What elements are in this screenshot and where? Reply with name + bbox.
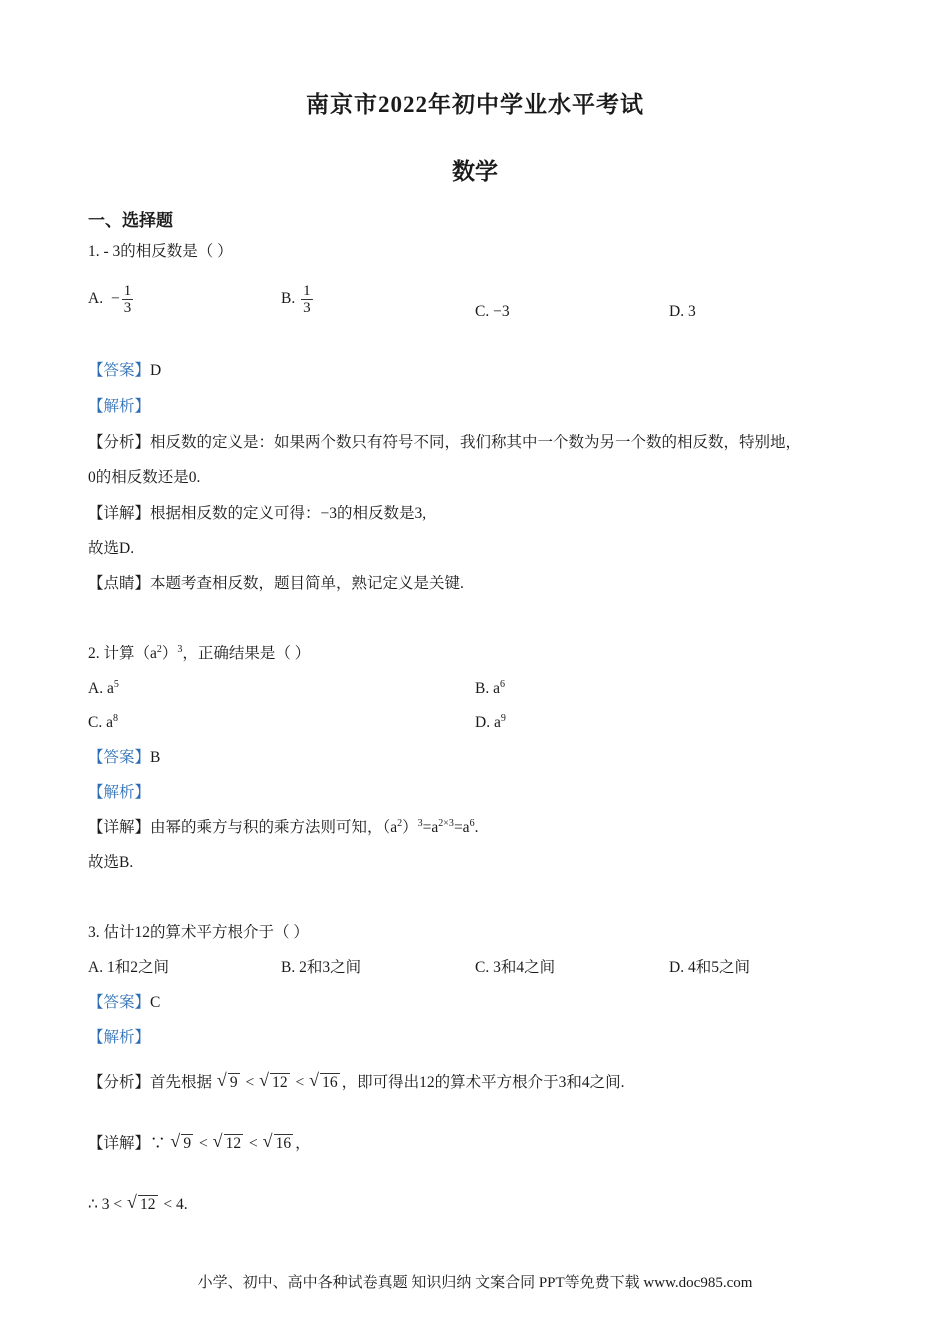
option-a-fraction: $\frac{1}{3}$ xyxy=(123,283,132,316)
q1-fenxi xyxy=(88,433,801,453)
footer-text: 小学、初中、高中各种试卷真题 知识归纳 文案合同 PPT等免费下载 www.doc985.com xyxy=(197,1275,753,1291)
sqrt-12: √ 12 xyxy=(128,1195,158,1215)
q3-analysis-tag: 【解析】 xyxy=(88,1029,151,1046)
answer-value: B xyxy=(150,749,161,766)
q3-detail: 【详解】∵ √ 9 < √ 12 < √ 16 ， xyxy=(88,1134,311,1154)
answer-value: C xyxy=(150,994,161,1011)
q2-choose: 故选B. xyxy=(88,854,134,871)
answer-tag: 【答案】 xyxy=(88,994,151,1011)
page-title: 南京市2022年初中学业水平考试 xyxy=(306,92,644,117)
q3-option-c: C. 3和4之间 xyxy=(475,959,556,976)
option-b-fraction: $\frac{1}{3}$ xyxy=(303,283,311,316)
q3-stem: 3. 估计12的算术平方根介于（ ） xyxy=(88,924,309,941)
q3-fenxi: 【分析】首先根据 √ 9 < √ 12 < √ 16 ，即可得出12的算术平方根介于3和4之间. xyxy=(88,1073,625,1093)
sqrt-12: √ 12 xyxy=(214,1134,244,1154)
q1-choose: 故选D. xyxy=(88,540,135,557)
subject-title: 数学 xyxy=(452,159,498,184)
q1-fenxi-line2: 0的相反数还是0. xyxy=(88,469,201,486)
q2-detail: 【详解】由幂的乘方与积的乘方法则可知，$(a^2)^3=a^{2\times 3}=a^6$. xyxy=(88,817,479,836)
fenxi-text: 相反数的定义是：如果两个数只有符号不同，我们称其中一个数为另一个数的相反数，特别地， xyxy=(150,434,802,451)
sqrt-16: √ 16 xyxy=(264,1134,294,1154)
q3-answer xyxy=(88,993,160,1013)
q2-stem: 2. 计算$(a^2)^3$，正确结果是（ ） xyxy=(88,643,311,662)
sqrt-12: √ 12 xyxy=(260,1073,290,1093)
q3-option-b: B. 2和3之间 xyxy=(281,959,362,976)
fenxi-tag: 【分析】 xyxy=(88,1074,151,1091)
q1-answer xyxy=(88,361,161,381)
q3-option-d: D. 4和5之间 xyxy=(669,959,750,976)
sqrt-16: √ 16 xyxy=(310,1073,340,1093)
q1-dianjing xyxy=(88,574,464,594)
dianjing-text: 本题考查相反数，题目简单，熟记定义是关键. xyxy=(150,575,464,592)
q2-option-a: A. $a^5$ xyxy=(88,678,119,697)
detail-tag: 【详解】 xyxy=(88,819,151,836)
q1-stem: 1. - 3的相反数是（ ） xyxy=(88,243,233,260)
detail-text: 根据相反数的定义可得：−3的相反数是3, xyxy=(150,505,427,522)
therefore-symbol: ∴ xyxy=(88,1196,98,1213)
q3-option-a: A. 1和2之间 xyxy=(88,959,169,976)
answer-value: D xyxy=(150,362,162,379)
option-b-label: B. xyxy=(281,290,296,308)
q1-option-a xyxy=(88,283,133,316)
q1-option-c: C. −3 xyxy=(475,303,510,320)
detail-tag: 【详解】 xyxy=(88,505,151,522)
q2-option-b: B. $a^6$ xyxy=(475,678,505,697)
answer-tag: 【答案】 xyxy=(88,362,151,379)
dianjing-tag: 【点睛】 xyxy=(88,575,151,592)
q1-option-b xyxy=(281,283,313,316)
option-a-sign: − xyxy=(110,290,120,308)
q3-conclusion: ∴ 3 < √ 12 < 4. xyxy=(88,1195,188,1215)
sqrt-9: √ 9 xyxy=(218,1073,240,1093)
q2-analysis-tag: 【解析】 xyxy=(88,784,151,801)
q1-option-d: D. 3 xyxy=(669,303,696,320)
fenxi-tag: 【分析】 xyxy=(88,434,151,451)
sqrt-9: √ 9 xyxy=(171,1134,193,1154)
q1-analysis-tag: 【解析】 xyxy=(88,398,151,415)
q1-detail xyxy=(88,504,426,524)
because-symbol: ∵ xyxy=(150,1135,166,1152)
q2-answer xyxy=(88,748,160,768)
q2-option-d: D. $a^9$ xyxy=(475,712,506,731)
q2-option-c: C. $a^8$ xyxy=(88,712,118,731)
option-a-label: A. xyxy=(88,290,104,308)
detail-tag: 【详解】 xyxy=(88,1135,151,1152)
section-heading: 一、选择题 xyxy=(88,211,173,230)
answer-tag: 【答案】 xyxy=(88,749,151,766)
